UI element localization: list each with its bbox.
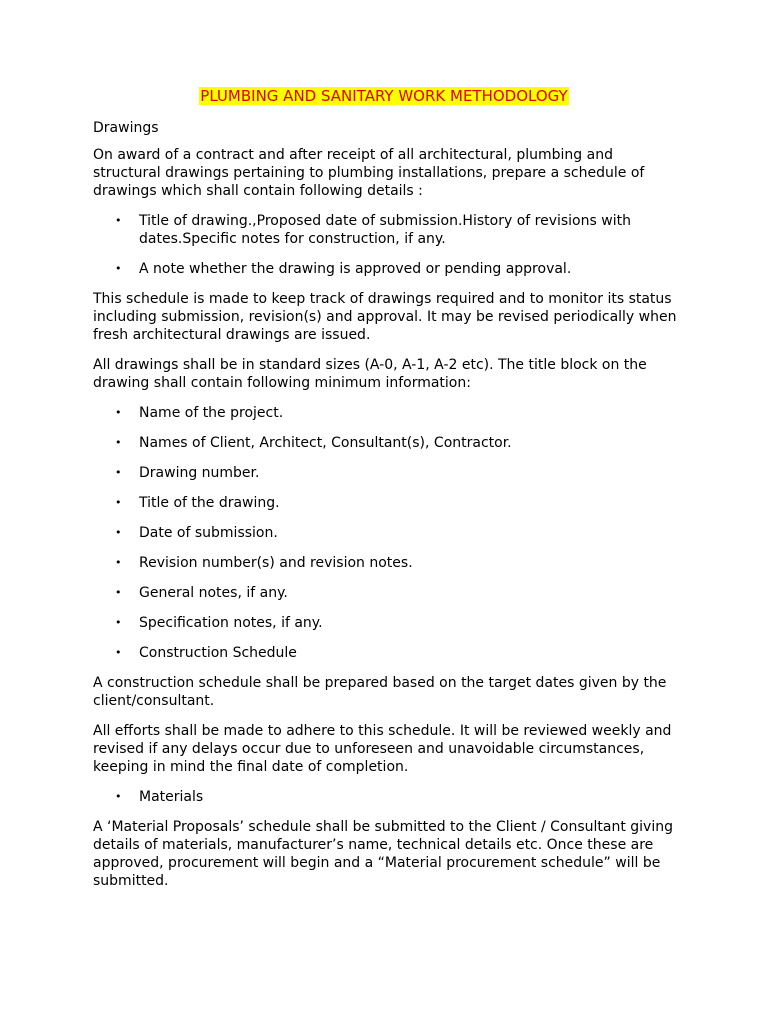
bullet-icon: • xyxy=(115,262,122,275)
paragraph-sizes: All drawings shall be in standard sizes (A-0, A-1, A-2 etc). The title block on the drawing shall contain following minimum information: xyxy=(93,357,647,391)
list-item-text: Materials xyxy=(139,789,204,805)
paragraph-construction: A construction schedule shall be prepared based on the target dates given by the client/consultant. xyxy=(93,675,667,709)
list-item-text: Title of drawing.,Proposed date of submission.History of revisions with dates.Specific notes for construction, if any. xyxy=(139,213,631,247)
list-item xyxy=(93,212,683,248)
bullet-icon: • xyxy=(115,526,122,539)
paragraph-materials: A ‘Material Proposals’ schedule shall be submitted to the Client / Consultant giving details of materials, manufacturer’s name, technical details etc. Once these are approved, procurement will begin and a “Material procurement schedule” will be submitted. xyxy=(93,819,673,889)
list-item xyxy=(93,584,683,602)
document-title: PLUMBING AND SANITARY WORK METHODOLOGY xyxy=(200,87,568,105)
list-item xyxy=(93,464,683,482)
list-item-text: Construction Schedule xyxy=(139,645,297,661)
materials-list xyxy=(93,788,683,806)
list-item xyxy=(93,788,683,806)
list-item xyxy=(93,434,683,452)
list-item-text: Name of the project. xyxy=(139,405,284,421)
list-item xyxy=(93,644,683,662)
paragraph-efforts: All efforts shall be made to adhere to this schedule. It will be reviewed weekly and revised if any delays occur due to unforeseen and unavoidable circumstances, keeping in mind the final date of completion. xyxy=(93,723,672,775)
list-item-text: Title of the drawing. xyxy=(139,495,280,511)
list-item xyxy=(93,494,683,512)
list-item xyxy=(93,260,683,278)
list-item-text: Specification notes, if any. xyxy=(139,615,323,631)
bullet-icon: • xyxy=(115,646,122,659)
list-item xyxy=(93,554,683,572)
section-heading-drawings: Drawings xyxy=(93,120,159,136)
bullet-icon: • xyxy=(115,214,122,227)
list-item-text: General notes, if any. xyxy=(139,585,288,601)
list-item-text: Drawing number. xyxy=(139,465,260,481)
paragraph-schedule: This schedule is made to keep track of drawings required and to monitor its status including submission, revision(s) and approval. It may be revised periodically when fresh architectural drawings are issued. xyxy=(93,291,677,343)
bullet-icon: • xyxy=(115,790,122,803)
list-item-text: Date of submission. xyxy=(139,525,278,541)
document-body xyxy=(93,119,683,902)
list-item xyxy=(93,404,683,422)
list-item xyxy=(93,614,683,632)
list-item-text: Revision number(s) and revision notes. xyxy=(139,555,413,571)
paragraph-award: On award of a contract and after receipt of all architectural, plumbing and structural drawings pertaining to plumbing installations, prepare a schedule of drawings which shall contain following details : xyxy=(93,147,645,199)
bullet-icon: • xyxy=(115,496,122,509)
list-item-text: Names of Client, Architect, Consultant(s), Contractor. xyxy=(139,435,512,451)
bullet-icon: • xyxy=(115,556,122,569)
bullet-icon: • xyxy=(115,436,122,449)
list-item xyxy=(93,524,683,542)
title-container xyxy=(0,87,768,106)
bullet-icon: • xyxy=(115,616,122,629)
bullet-icon: • xyxy=(115,466,122,479)
bullet-icon: • xyxy=(115,406,122,419)
schedule-details-list xyxy=(93,212,683,278)
title-block-list xyxy=(93,404,683,662)
bullet-icon: • xyxy=(115,586,122,599)
list-item-text: A note whether the drawing is approved or pending approval. xyxy=(139,261,572,277)
